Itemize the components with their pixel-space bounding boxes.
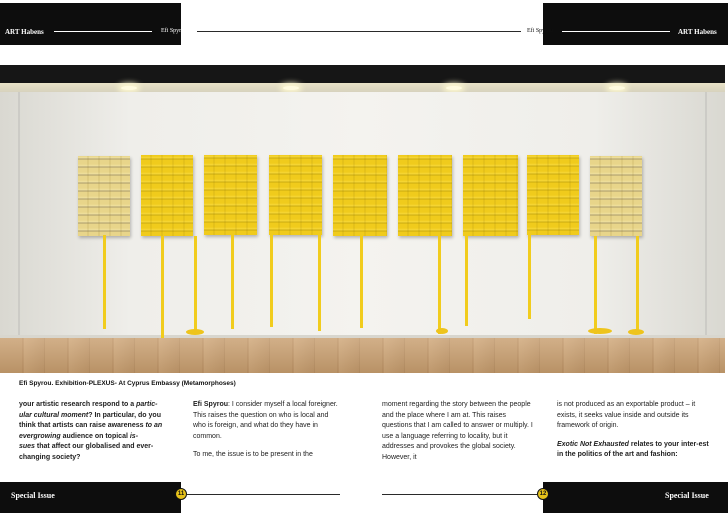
page-number-left: 11	[175, 488, 187, 500]
section-label-left: Special Issue	[11, 491, 55, 500]
artwork-panel	[269, 155, 322, 235]
answer-paragraph: Efi Spyrou: I consider myself a local foreigner. This raises the question on who is local and who is foreign, and what do they have in common.	[193, 401, 338, 440]
artwork-panel	[204, 155, 257, 235]
hanging-ribbon	[103, 235, 106, 329]
section-label-right: Special Issue	[665, 491, 709, 500]
interview-question-2: Exotic Not Exhausted relates to your inter-est in the politics of the art and fashion:	[557, 440, 709, 459]
footer-rule-right	[382, 494, 537, 495]
hanging-ribbon	[528, 235, 531, 319]
hanging-ribbon	[318, 235, 321, 331]
hanging-ribbon	[231, 235, 234, 329]
ribbon-coil	[436, 328, 448, 334]
hanging-ribbon	[636, 236, 639, 334]
answer-paragraph: is not produced as an exportable product – it exists, it seeks value inside and outside its framework of origin.	[557, 401, 696, 430]
speaker-name: Efi Spyrou	[193, 401, 229, 408]
footer-rule-left	[187, 494, 340, 495]
artwork-panel	[463, 155, 518, 236]
magazine-title-right: ART Habens	[678, 28, 717, 36]
wall-corner	[18, 92, 20, 337]
exhibition-photo	[0, 65, 725, 373]
artwork-panel	[141, 155, 193, 236]
wall-corner	[705, 92, 707, 337]
header-rule-left-1	[54, 31, 152, 32]
interview-answer-column-2	[382, 400, 534, 472]
hanging-ribbon	[161, 236, 164, 338]
header-rule-left-2	[197, 31, 521, 32]
hanging-ribbon	[360, 236, 363, 328]
page-number-right: 12	[537, 488, 549, 500]
artwork-panel	[333, 155, 387, 236]
artwork-panel	[398, 155, 452, 236]
magazine-title-left: ART Habens	[5, 28, 44, 36]
header-rule-right	[562, 31, 670, 32]
ceiling	[0, 65, 725, 83]
answer-paragraph: To me, the issue is to be present in the	[193, 451, 313, 459]
header-bar-left	[0, 3, 181, 45]
hanging-ribbon	[270, 235, 273, 327]
header-bar-right	[543, 3, 728, 45]
artist-name-left: Efi Spyrou	[161, 28, 188, 34]
ribbon-coil	[186, 329, 204, 335]
hanging-ribbon	[465, 236, 468, 326]
interview-answer-column-1	[193, 400, 343, 469]
ceiling-light	[609, 86, 625, 90]
artwork-panel	[590, 156, 642, 236]
ceiling-light	[446, 86, 462, 90]
hanging-ribbon	[438, 236, 441, 334]
artwork-panel	[527, 155, 579, 235]
artist-name-right: Efi Spyrou	[527, 28, 554, 34]
ceiling-light	[121, 86, 137, 90]
hanging-ribbon	[194, 236, 197, 334]
ribbon-coil	[628, 329, 644, 335]
artwork-panel	[78, 156, 130, 236]
hanging-ribbon	[594, 236, 597, 334]
photo-caption: Efi Spyrou. Exhibition-PLEXUS- At Cyprus Embassy (Metamorphoses)	[19, 380, 236, 387]
interview-answer-column-3	[557, 400, 712, 469]
interview-question: your artistic research respond to a partic- ular cultural moment? In particular, do you think that artists can raise awareness to an evergrowing audience on topical is- sues that affect our globalised and ever-changing society?	[19, 401, 163, 461]
ribbon-coil	[588, 328, 612, 334]
answer-paragraph: moment regarding the story between the people and the place where I am at. This raises questions that I am called to answer or multiply. I use a language referring to locality, but it addresses and provokes the global society. However, it	[382, 401, 533, 461]
ceiling-light	[283, 86, 299, 90]
